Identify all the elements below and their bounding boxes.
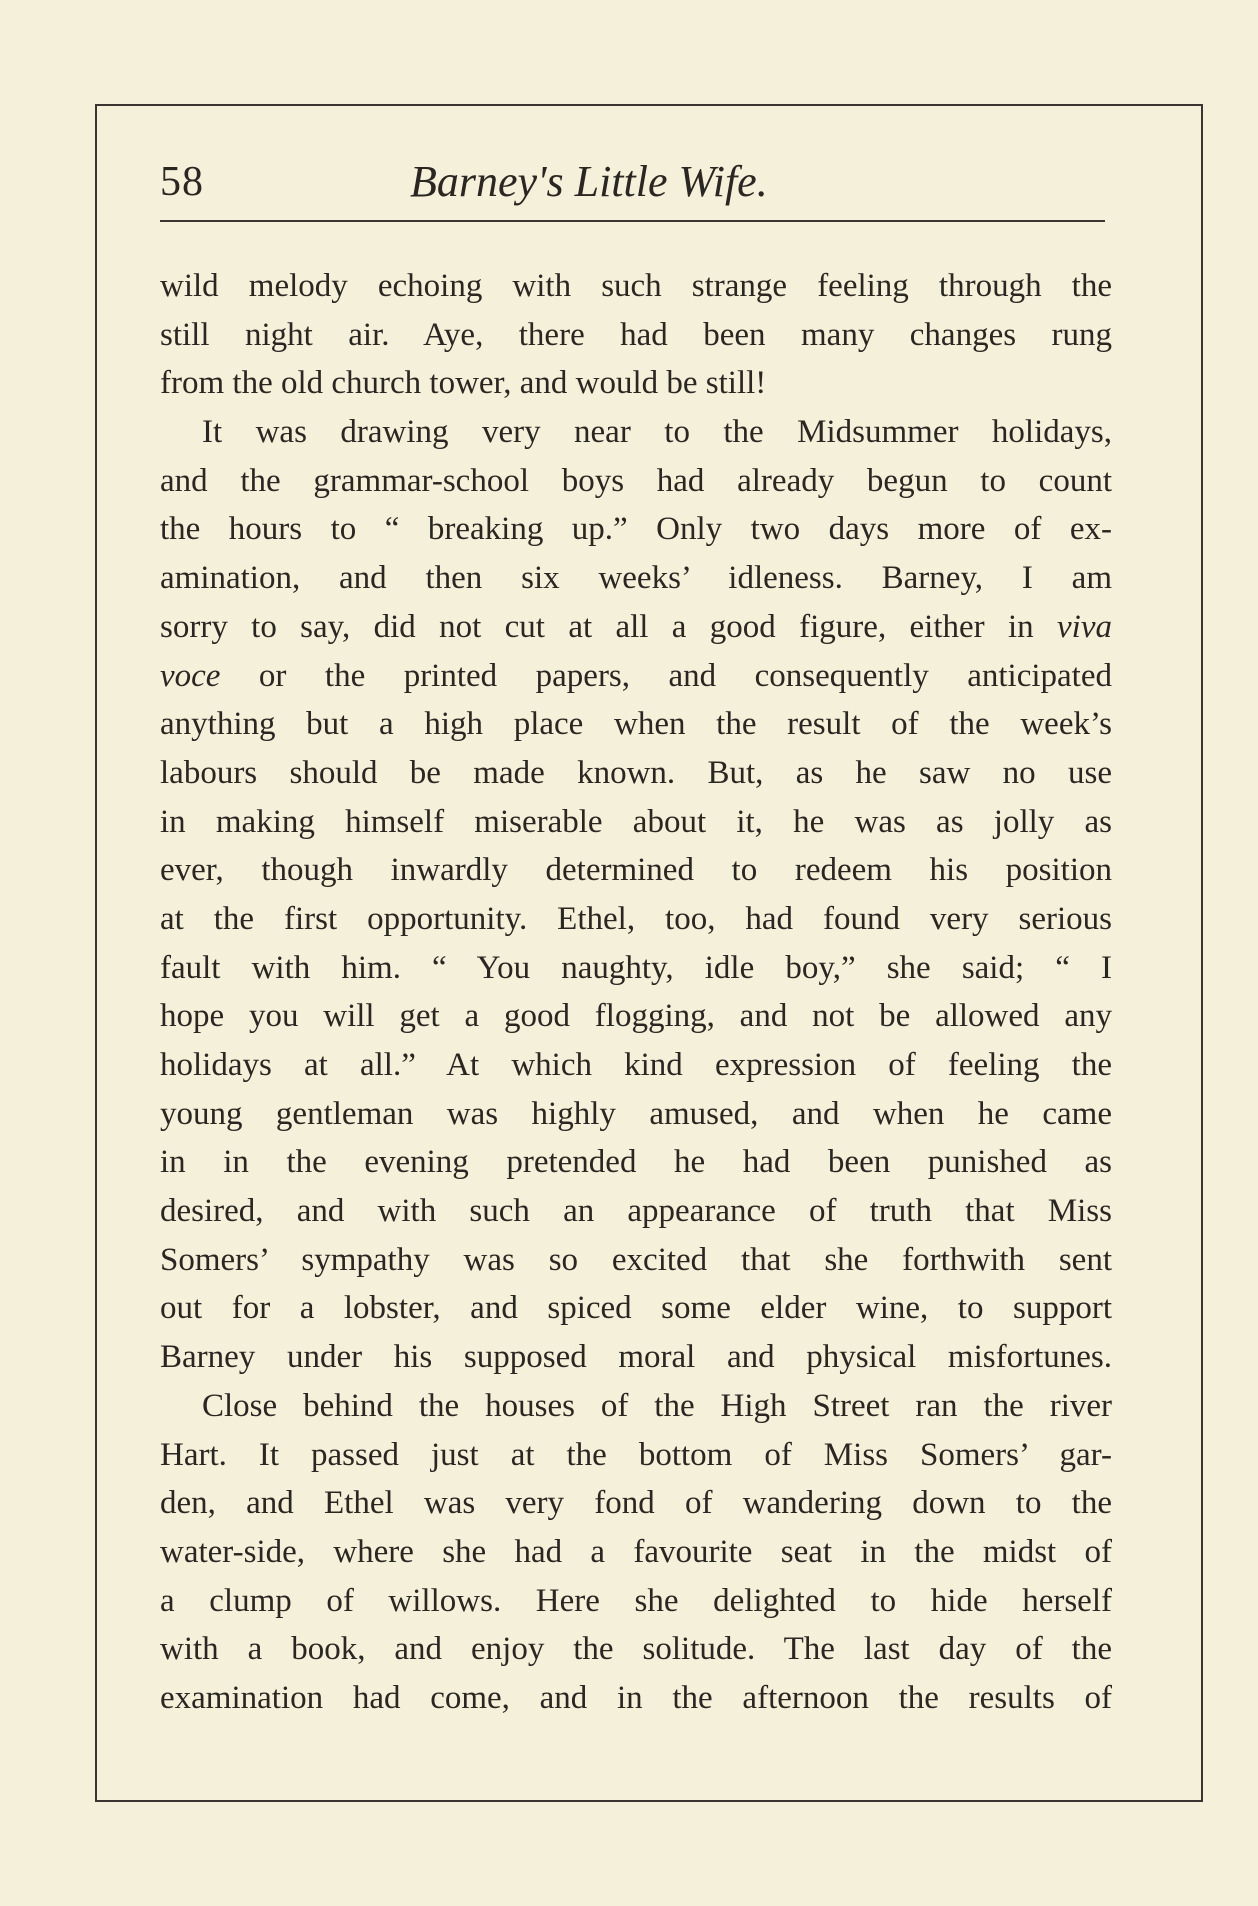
text-line: young gentleman was highly amused, and when he came xyxy=(160,1095,1112,1132)
body-text xyxy=(160,262,1120,1723)
text-line: water-side, where she had a favourite seat in the midst of xyxy=(160,1533,1112,1570)
text-line: Barney under his supposed moral and physical misfortunes. xyxy=(160,1339,1112,1376)
text-line: holidays at all.” At which kind expression of feeling the xyxy=(160,1047,1112,1083)
page-number: 58 xyxy=(160,159,204,205)
text-line: desired, and with such an appearance of truth that Miss xyxy=(160,1193,1112,1230)
text-line: voce or the printed papers, and consequently anticipated xyxy=(160,657,1112,694)
text-line: Close behind the houses of the High Street ran the river xyxy=(202,1387,1112,1424)
text-line: in in the evening pretended he had been punished as xyxy=(160,1144,1112,1181)
text-line: hope you will get a good flogging, and not be allowed any xyxy=(160,998,1112,1035)
header-rule xyxy=(160,220,1105,222)
text-line: with a book, and enjoy the solitude. The last day of the xyxy=(160,1631,1112,1668)
text-line: den, and Ethel was very fond of wandering down to the xyxy=(160,1485,1112,1522)
running-title: Barney's Little Wife. xyxy=(410,157,768,206)
text-line: out for a lobster, and spiced some elder wine, to support xyxy=(160,1290,1112,1327)
running-head xyxy=(160,152,1110,222)
text-line: Somers’ sympathy was so excited that she forthwith sent xyxy=(160,1241,1112,1278)
text-line: amination, and then six weeks’ idleness. Barney, I am xyxy=(160,560,1112,597)
text-line: still night air. Aye, there had been many changes rung xyxy=(160,316,1112,353)
text-line: a clump of willows. Here she delighted to hide herself xyxy=(160,1582,1112,1619)
text-line: wild melody echoing with such strange feeling through the xyxy=(160,268,1112,304)
text-line: the hours to “ breaking up.” Only two days more of ex- xyxy=(160,511,1112,548)
text-line: sorry to say, did not cut at all a good figure, either in viva xyxy=(160,608,1112,645)
text-line: fault with him. “ You naughty, idle boy,” she said; “ I xyxy=(160,949,1112,986)
text-line: and the grammar-school boys had already begun to count xyxy=(160,462,1112,499)
text-line: ever, though inwardly determined to redeem his position xyxy=(160,852,1112,889)
text-line: from the old church tower, and would be still! xyxy=(160,365,767,402)
text-line: examination had come, and in the afternoon the results of xyxy=(160,1679,1112,1716)
text-line: at the first opportunity. Ethel, too, had found very serious xyxy=(160,900,1112,937)
text-line: anything but a high place when the result of the week’s xyxy=(160,706,1112,743)
text-line: Hart. It passed just at the bottom of Miss Somers’ gar- xyxy=(160,1436,1112,1473)
text-line: labours should be made known. But, as he saw no use xyxy=(160,754,1112,791)
text-line: in making himself miserable about it, he was as jolly as xyxy=(160,803,1112,840)
text-line: It was drawing very near to the Midsummer holidays, xyxy=(202,414,1112,451)
